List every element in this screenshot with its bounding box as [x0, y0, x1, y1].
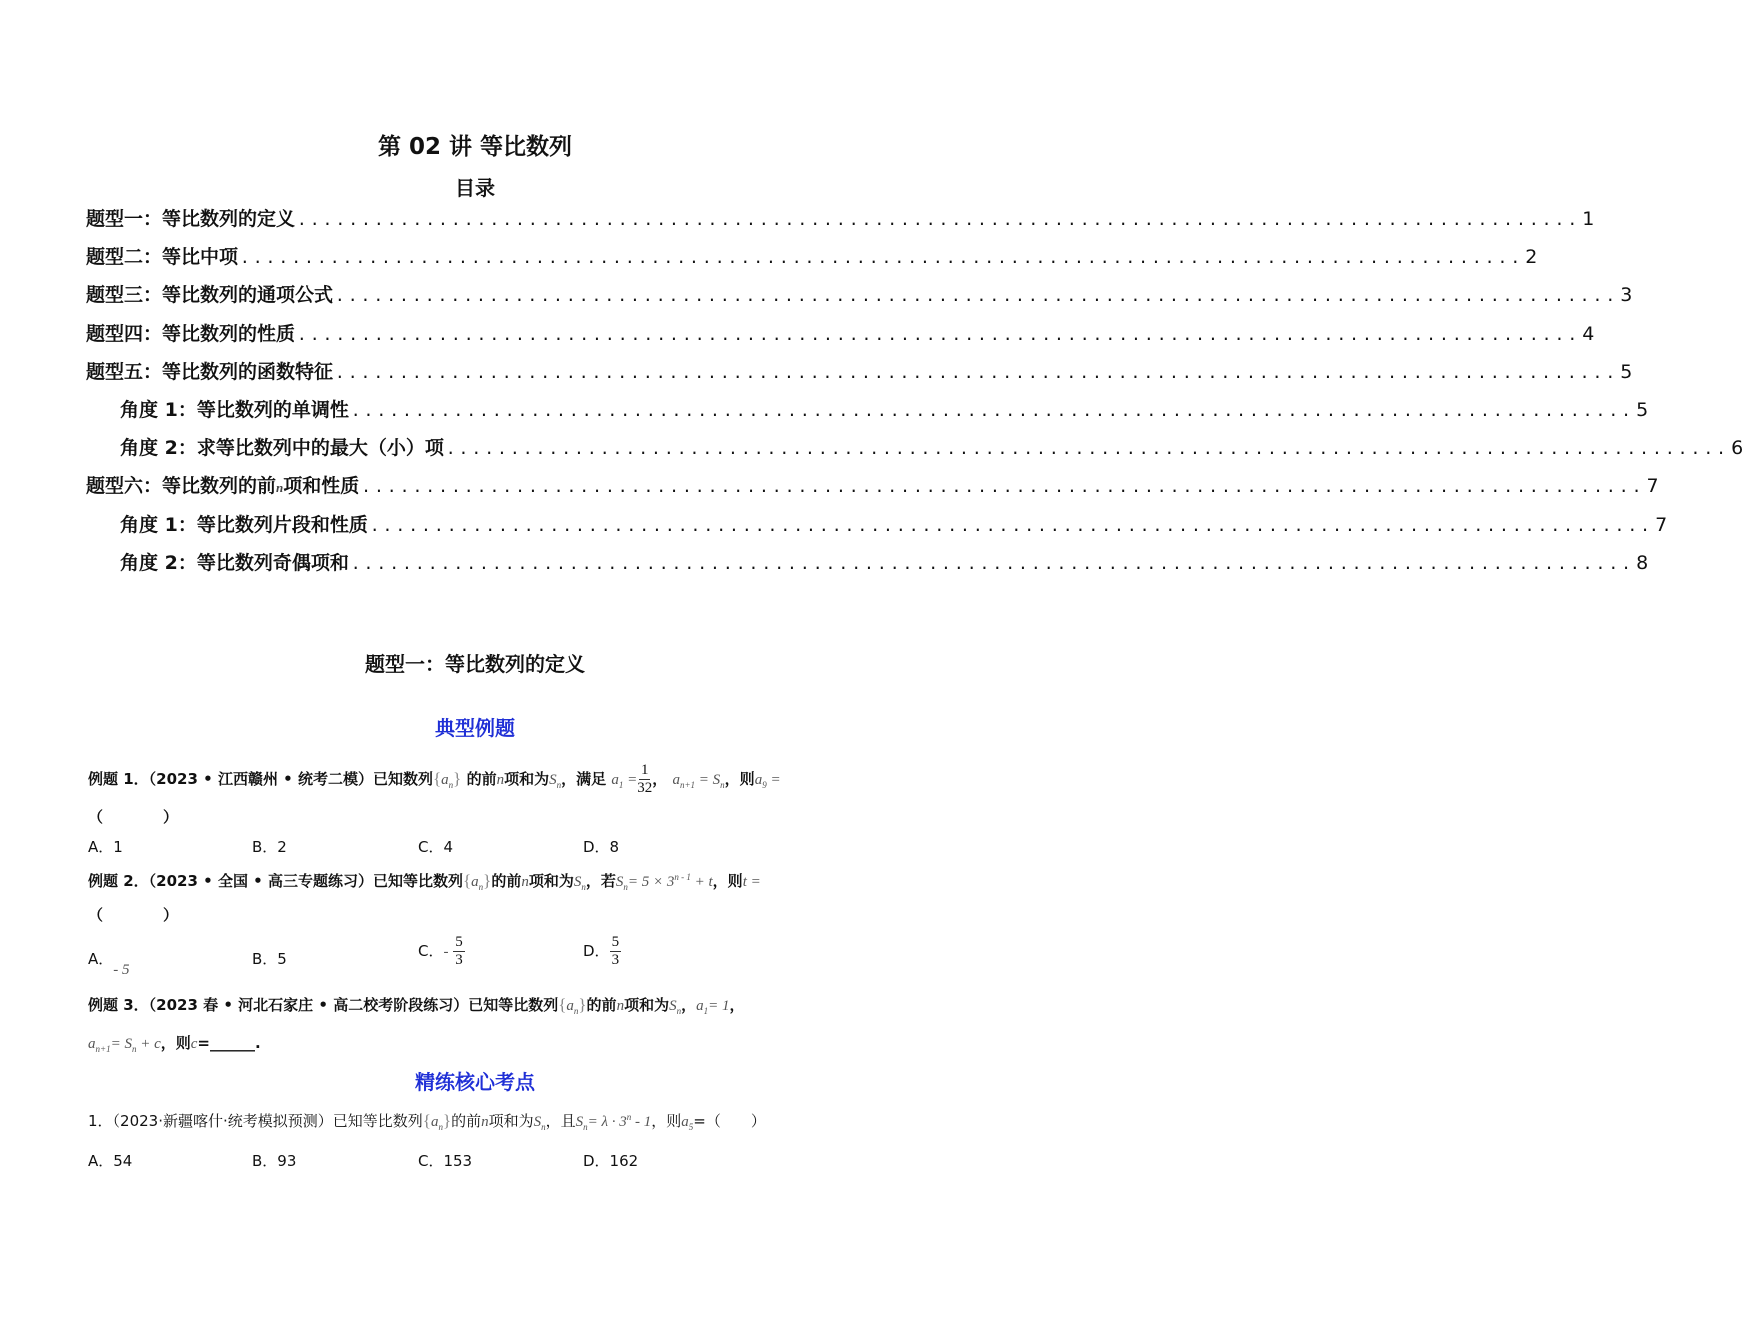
toc-leader-dots: ....................................................................................................: [297, 210, 1581, 229]
question-1-stem: 1．（2023·新疆喀什·统考模拟预测）已知等比数列$\{a_n\}$的前n项和为$S_n$，且$S_n= \lambda \cdot 3^n - 1$，则$a_5=$（ ）: [88, 1111, 766, 1132]
toc-leader-dots: ....................................................................................................: [335, 286, 1619, 306]
ex1-option-a[interactable]: A．1: [88, 838, 123, 856]
toc-entry[interactable]: [86, 204, 1595, 242]
example-3-stem-line-2: $a_{n+1}= S_n + c$，则c=______.: [88, 1034, 261, 1054]
toc-entry-label: 题型三：等比数列的通项公式: [86, 284, 334, 307]
toc-page-number: 7: [1655, 513, 1668, 536]
toc-entry[interactable]: [86, 471, 1659, 509]
toc-entry-label: 题型五：等比数列的函数特征: [86, 360, 334, 383]
toc-subentry[interactable]: [86, 433, 1743, 471]
section-title: 题型一：等比数列的定义: [365, 652, 585, 676]
q1-option-d[interactable]: D．162: [583, 1152, 639, 1170]
ex2-option-d[interactable]: D． $\frac{5}{3}$: [583, 934, 620, 968]
q1-option-a[interactable]: A．54: [88, 1152, 133, 1170]
ex1-option-d[interactable]: D．8: [583, 838, 620, 856]
toc-entry-label: 题型一：等比数列的定义: [86, 208, 296, 230]
example-2-answer-paren: （ ）: [88, 906, 179, 924]
ex2-option-b[interactable]: B．5: [252, 950, 287, 968]
q1-option-c[interactable]: C．153: [418, 1152, 473, 1170]
toc-page-number: 8: [1636, 551, 1649, 574]
toc-leader-dots: ....................................................................................................: [240, 248, 1524, 268]
toc-entry[interactable]: [86, 319, 1595, 357]
toc-page-number: 3: [1620, 284, 1633, 307]
core-practice-heading: 精练核心考点: [415, 1070, 535, 1094]
toc-leader-dots: ....................................................................................................: [350, 553, 1635, 573]
table-of-contents: [86, 204, 1743, 586]
toc-heading: 目录: [455, 176, 495, 200]
toc-entry[interactable]: [86, 280, 1633, 318]
toc-leader-dots: ....................................................................................................: [297, 324, 1581, 344]
toc-page-number: 5: [1620, 360, 1633, 383]
typical-examples-heading: 典型例题: [435, 716, 515, 740]
toc-leader-dots: ....................................................................................................: [350, 400, 1635, 420]
toc-subentry[interactable]: [86, 548, 1649, 586]
toc-entry-label: 题型四：等比数列的性质: [86, 322, 296, 345]
q1-option-b[interactable]: B．93: [252, 1152, 297, 1170]
toc-entry[interactable]: [86, 357, 1633, 395]
toc-entry-label: 角度 2：求等比数列中的最大（小）项: [120, 437, 444, 460]
toc-entry[interactable]: [86, 242, 1538, 280]
toc-leader-dots: ....................................................................................................: [369, 515, 1654, 535]
toc-leader-dots: ....................................................................................................: [445, 439, 1730, 459]
ex1-option-c[interactable]: C．4: [418, 838, 454, 856]
toc-entry-label: 题型六：等比数列的前n项和性质: [86, 475, 360, 498]
ex2-option-c[interactable]: C．- $\frac{5}{3}$: [418, 934, 463, 968]
toc-entry-label: 角度 1：等比数列的单调性: [120, 398, 349, 421]
toc-page-number: 5: [1636, 398, 1649, 421]
fraction: $\frac{1}{32}$: [637, 762, 653, 796]
toc-leader-dots: ....................................................................................................: [335, 362, 1619, 382]
toc-entry-label: 角度 2：等比数列奇偶项和: [120, 551, 349, 574]
toc-page-number: 4: [1582, 322, 1595, 345]
toc-page-number: 6: [1731, 437, 1743, 460]
toc-leader-dots: ....................................................................................................: [361, 477, 1645, 497]
toc-page-number: 7: [1646, 475, 1659, 498]
toc-entry-label: 角度 1：等比数列片段和性质: [120, 513, 368, 536]
toc-subentry[interactable]: [86, 510, 1668, 548]
example-1-stem: 例题 1．（2023 • 江西赣州 • 统考二模）已知数列$\{a_n\}$ 的前n项和为$S_n$，满足 $a_1$ = $\frac{1}{32}$ ， $a_{n+1} = S_n$，则$a_9$ =: [88, 762, 781, 796]
toc-page-number: 2: [1525, 246, 1538, 269]
toc-entry-label: 题型二：等比中项: [86, 246, 239, 269]
example-1-answer-paren: （ ）: [88, 808, 179, 826]
toc-subentry[interactable]: [86, 395, 1649, 433]
ex1-option-b[interactable]: B．2: [252, 838, 287, 856]
example-3-stem: 例题 3．（2023 春 • 河北石家庄 • 高二校考阶段练习）已知等比数列$\{a_n\}$的前n项和为$S_n$，$a_1= 1$，: [88, 995, 745, 1016]
toc-page-number: 1: [1582, 208, 1595, 230]
ex2-option-a[interactable]: A．- 5: [88, 950, 130, 978]
example-2-stem: 例题 2．（2023 • 全国 • 高三专题练习）已知等比数列$\{a_n\}$的前n项和为$S_n$，若$S_n= 5 \times 3^{n - 1} + t$，则t =: [88, 871, 761, 892]
page-title: 第 02 讲 等比数列: [377, 134, 573, 160]
